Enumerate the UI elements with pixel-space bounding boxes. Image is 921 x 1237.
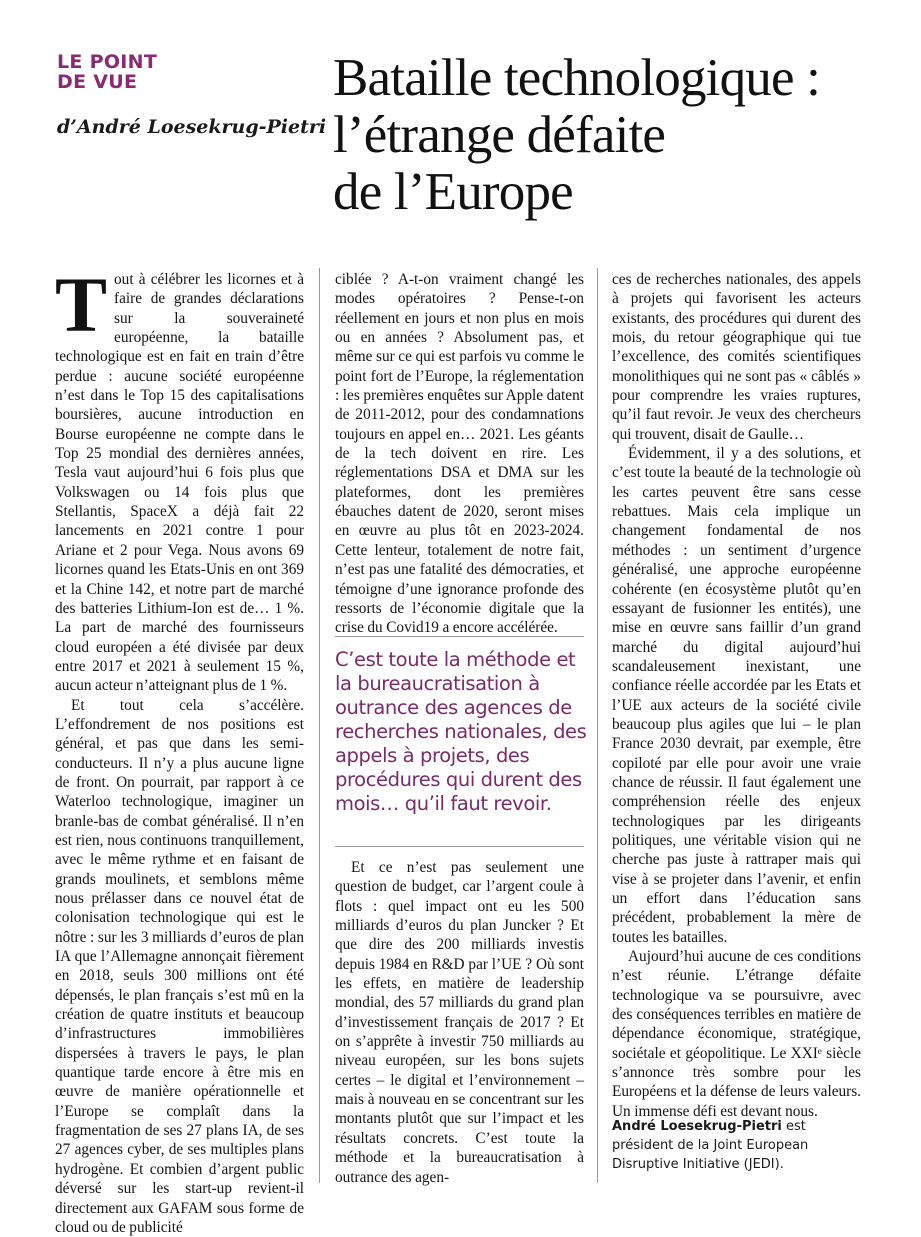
paragraph: ces de recherches nationales, des appels à projets qui favorisent les acteurs existants, des procédures qui durent des mois, du retour géographique qui tue l’excellence, des comités scientifiques monolithiques qui ne sont pas « câblés » pour comprendre les vraies ruptures, qu’il faut revoir. Je veux des chercheurs qui trouvent, disait de Gaulle… <box>612 271 861 443</box>
byline: d’André Loesekrug-Pietri <box>57 116 327 138</box>
author-name: André Loesekrug-Pietri <box>612 1119 782 1134</box>
paragraph-text: out à célébrer les licornes et à faire de grandes déclarations sur la souveraineté européenne, la bataille technologique est en fait en train d’être perdue : aucune société européenne n’est dans le Top 15 des capitalisations boursières, aucune introduction en Bourse européenne ne compte dans le Top 25 mondial des dernières années, Tesla vaut aujourd’hui 6 fois plus que Volkswagen ou 14 fois plus que Stellantis, SpaceX a déjà fait 22 lancements en 2021 contre 1 pour Ariane et 2 pour Vega. Nous avons 69 licornes quand les Etats-Unis en ont 369 et la Chine 142, et notre part de marché des batteries Lithium-Ion est de… 1 %. La part de marché des fournisseurs cloud européen a été divisée par deux entre 2017 et 2021 à seulement 15 %, aucun acteur n’atteignant plus de 1 %. <box>55 271 304 695</box>
pullquote-rule-top <box>335 636 584 637</box>
kicker-line-1: LE POINT <box>57 51 158 73</box>
headline <box>333 50 893 221</box>
pullquote-rule-bottom <box>335 846 584 847</box>
paragraph: Évidemment, il y a des solutions, et c’est toute la beauté de la technologie où les cartes peuvent être sans cesse rebattues. Mais cela implique un changement fondamental de nos méthodes : un sentiment d’urgence généralisé, une approche européenne cohérente (en écosystème plutôt qu’en essayant de fusionner les entités), une mise en œuvre sans faillir d’un grand marché du digital aujourd’hui scandaleusement inexistant, une confiance réelle accordée par les Etats et l’UE aux acteurs de la société civile beaucoup plus agiles que lui – le plan France 2030 devrait, par exemple, être copiloté par elle pour avoir une vraie chance de réussir. Il faut également une compréhension réelle des enjeux technologiques par les dirigeants politiques, une véritable vision qui ne cherche pas juste à rattraper mais qui vise à se projeter dans l’avenir, et enfin un effort dans l’éducation sans précédent, probablement la mère de toutes les batailles. <box>612 445 861 946</box>
pull-quote: C’est toute la méthode et la bureaucratisation à outrance des agences de recherches nationales, des appels à projets, des procédures qui durent des mois… qu’il faut revoir. <box>335 648 587 815</box>
column-divider <box>319 268 320 1183</box>
article-column-2-continued <box>335 858 584 1187</box>
column-divider <box>597 268 598 1183</box>
paragraph <box>55 261 304 696</box>
article-column-2 <box>335 270 584 638</box>
kicker-line-2: DE VUE <box>57 71 138 93</box>
paragraph: Et tout cela s’accélère. L’effondrement de nos positions est général, et pas que dans les semi-conducteurs. Il n’y a plus aucune ligne de front. On pourrait, par rapport à ce Waterloo technologique, imaginer un branle-bas de combat généralisé. Il n’en est rien, nous continuons tranquillement, avec le même rythme et en faisant de grands moulinets, et semblons même nous prélasser dans ce nouvel état de colonisation technologique qui est le nôtre : sur les 3 milliards d’euros de plan IA que l’Allemagne annonçait fièrement en 2018, seuls 300 millions ont été dépensés, le plan français s’est mû en la création de quatre instituts et beaucoup d’infrastructures immobilières dispersées à travers le pays, le plan quantique tarde encore à être mis en œuvre de manière opérationnelle et l’Europe se complaît dans la fragmentation de ses 27 plans IA, de ses 27 agences cyber, de ses multiples plans hydrogène. Et combien d’argent public déversé sur les start-up revient-il directement aux GAFAM sous forme de cloud ou de publicité <box>55 696 304 1236</box>
drop-cap: T <box>55 261 108 348</box>
article-column-1 <box>55 261 304 1237</box>
author-bio-text: est président de la Joint European Disruptive Initiative (JEDI). <box>612 1119 809 1172</box>
headline-line-3: de l’Europe <box>333 163 573 221</box>
headline-line-2: l’étrange défaite <box>333 106 666 164</box>
author-bio <box>612 1117 867 1174</box>
paragraph: Aujourd’hui aucune de ces conditions n’est réunie. L’étrange défaite technologique va se poursuivre, avec des conséquences terribles en matière de dépendance économique, stratégique, sociétale et géopolitique. Le XXIᵉ siècle s’annonce très sombre pour les Européens et la défense de leurs valeurs. Un immense défi est devant nous. <box>612 948 861 1120</box>
paragraph: Et ce n’est pas seulement une question de budget, car l’argent coule à flots : quel impact ont eu les 500 milliards d’euros du plan Juncker ? Et que dire des 200 milliards investis depuis 1984 en R&D par l’UE ? Où sont les effets, en matière de leadership mondial, des 57 milliards du grand plan d’investissement français de 2017 ? Et on s’apprête à investir 750 milliards au niveau européen, sur les bons sujets certes – le digital et l’environnement – mais à nouveau en se concentrant sur les montants plutôt que sur l’impact et les résultats concrets. C’est toute la méthode et la bureaucratisation à outrance des agen- <box>335 859 584 1186</box>
paragraph: ciblée ? A-t-on vraiment changé les modes opératoires ? Pense-t-on réellement en jours et non plus en mois ou en années ? Absolument pas, et même sur ce qui est parfois vu comme le point fort de l’Europe, la réglementation : les premières enquêtes sur Apple datent de 2011-2012, pour des condamnations toujours en appel en… 2021. Les géants de la tech doivent en rire. Les réglementations DSA et DMA sur les plateformes, dont les premières ébauches datent de 2020, seront mises en œuvre au plus tôt en 2023-2024. Cette lenteur, totalement de notre fait, n’est pas une fatalité des démocraties, et témoigne d’une ignorance profonde des ressorts de l’économie digitale que la crise du Covid19 a encore accélérée. <box>335 271 584 637</box>
section-kicker <box>57 52 157 92</box>
headline-line-1: Bataille technologique : <box>333 49 821 107</box>
article-column-3 <box>612 270 861 1121</box>
